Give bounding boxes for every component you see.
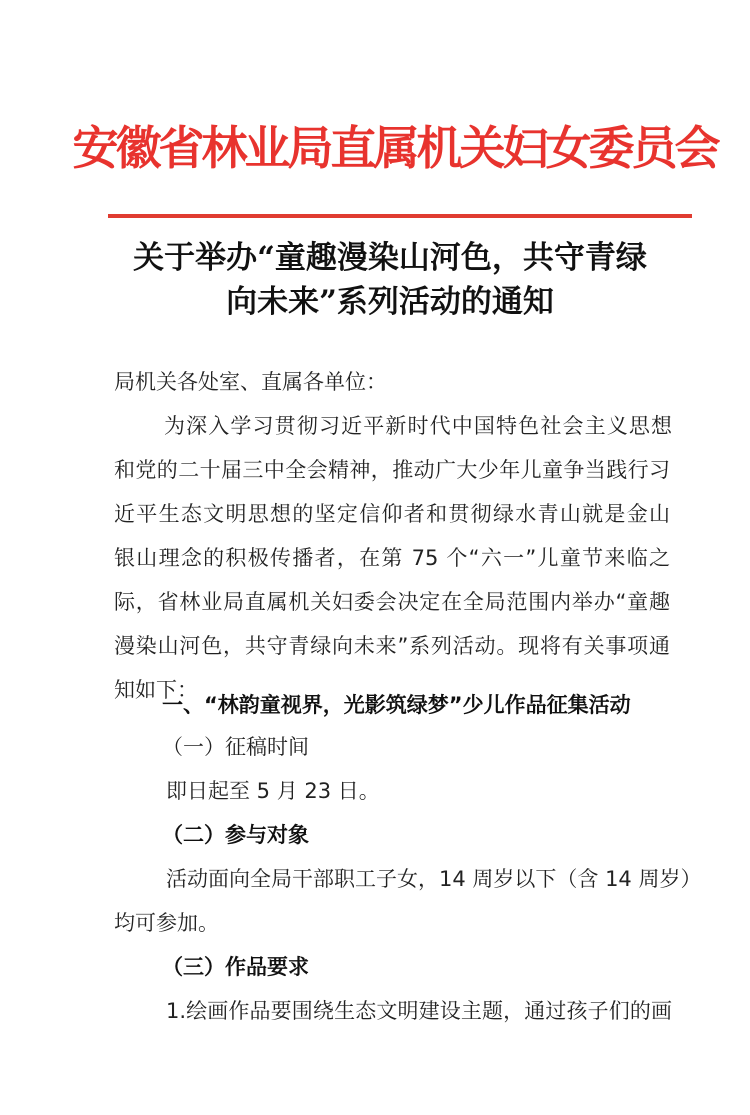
sub2-line-2: 均可参加。 [114,911,219,935]
sub2-line-1: 活动面向全局干部职工子女，14 周岁以下（含 14 周岁） [166,867,702,891]
para1-line-6: 漫染山河色，共守青绿向未来”系列活动。现将有关事项通 [114,634,670,658]
para1-line-4: 银山理念的积极传播者，在第 75 个“六一”儿童节来临之 [114,546,670,570]
sub1-text: 即日起至 5 月 23 日。 [166,779,380,803]
doc-title-line-2: 向未来”系列活动的通知 [226,284,554,320]
para1-line-1: 为深入学习贯彻习近平新时代中国特色社会主义思想 [164,414,672,438]
salutation: 局机关各处室、直属各单位： [114,370,387,394]
sub2-heading: （二）参与对象 [162,823,309,847]
para1-line-5: 际，省林业局直属机关妇委会决定在全局范围内举办“童趣 [114,590,670,614]
doc-title-line-1: 关于举办“童趣漫染山河色，共守青绿 [133,240,647,276]
section1-heading: 一、“林韵童视界，光影筑绿梦”少儿作品征集活动 [162,693,631,717]
org-header: 安徽省林业局直属机关妇女委员会 [72,121,718,175]
sub3-heading: （三）作品要求 [162,955,309,979]
para1-line-7: 知如下： [114,678,198,702]
red-divider-rule [108,214,692,218]
item1-text: 1.绘画作品要围绕生态文明建设主题，通过孩子们的画 [166,999,672,1023]
sub1-heading: （一）征稿时间 [162,735,309,759]
para1-line-3: 近平生态文明思想的坚定信仰者和贯彻绿水青山就是金山 [114,502,670,526]
para1-line-2: 和党的二十届三中全会精神，推动广大少年儿童争当践行习 [114,458,670,482]
